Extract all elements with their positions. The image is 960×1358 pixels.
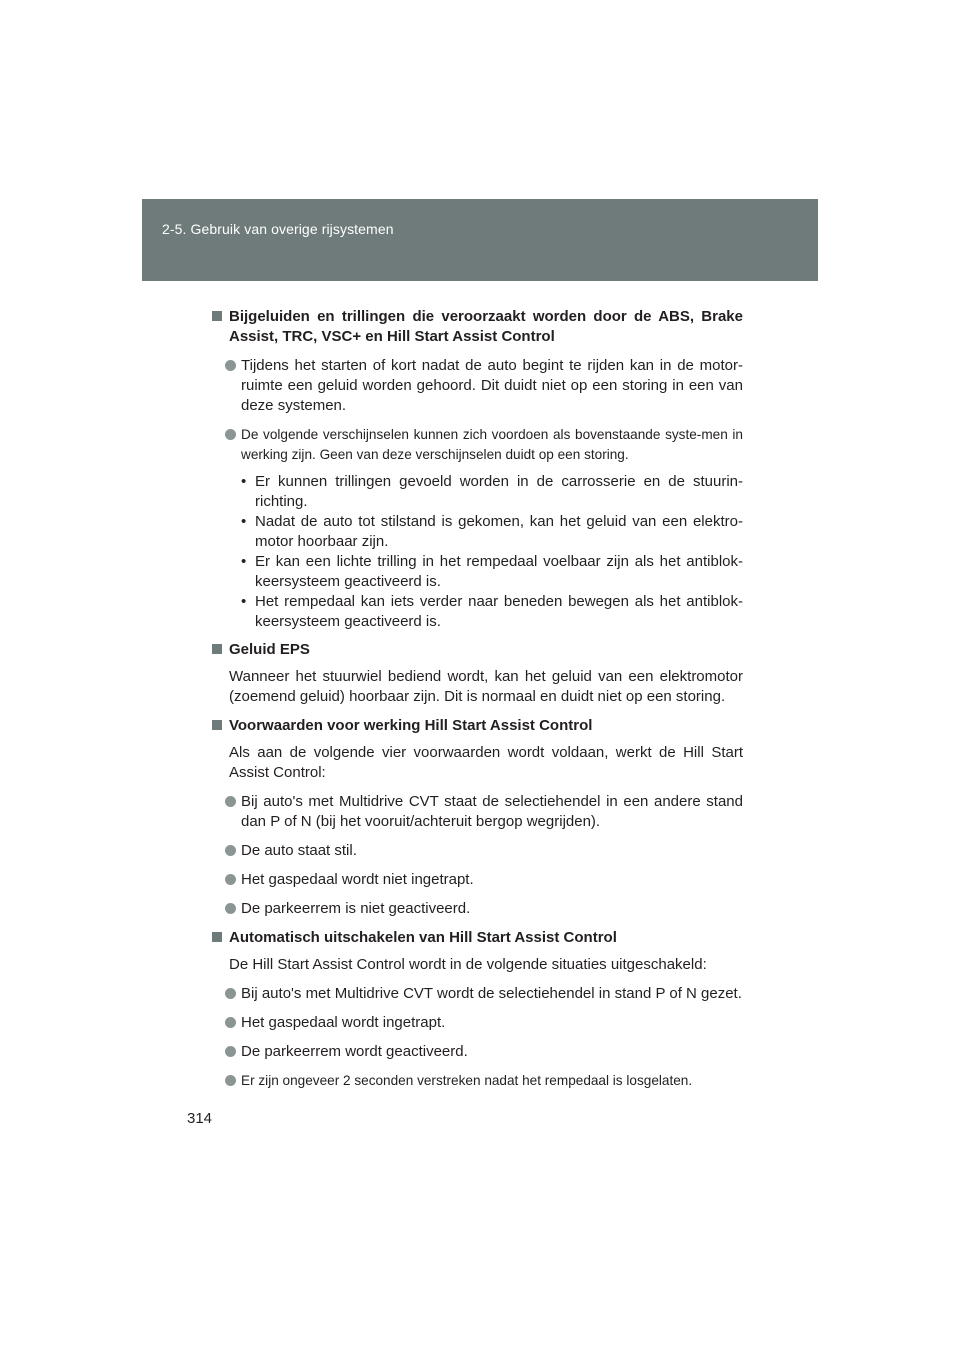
chapter-header-bar (142, 199, 818, 281)
list-item: Bij auto's met Multidrive CVT staat de selectiehendel in een andere stand dan P of N (bij het vooruit/achteruit bergop wegrijden). (212, 792, 743, 832)
circle-bullet-icon (225, 429, 236, 440)
circle-bullet-icon (225, 845, 236, 856)
circle-bullet-icon (225, 1075, 236, 1086)
sub-list (212, 472, 743, 632)
square-bullet-icon (212, 932, 222, 942)
circle-bullet-icon (225, 1017, 236, 1028)
section-heading-hsa-conditions: Voorwaarden voor werking Hill Start Assist Control (212, 716, 743, 736)
list-item: De volgende verschijnselen kunnen zich voordoen als bovenstaande syste-men in werking zijn. Geen van deze verschijnselen duidt op een storing. (212, 425, 743, 465)
circle-bullet-icon (225, 796, 236, 807)
chapter-title: 2-5. Gebruik van overige rijsystemen (162, 221, 394, 237)
page-number: 314 (187, 1110, 213, 1127)
section-heading-noise-vibration: Bijgeluiden en trillingen die veroorzaakt worden door de ABS, Brake Assist, TRC, VSC+ en Hill Start Assist Control (212, 307, 743, 347)
sub-list-item: • Er kan een lichte trilling in het rempedaal voelbaar zijn als het antiblok-keersysteem geactiveerd is. (241, 553, 743, 590)
sub-list-item: • Er kunnen trillingen gevoeld worden in de carrosserie en de stuurin-richting. (241, 473, 743, 510)
section-heading-eps: Geluid EPS (212, 640, 743, 660)
list-item: De parkeerrem wordt geactiveerd. (212, 1042, 743, 1062)
circle-bullet-icon (225, 903, 236, 914)
list-item: Bij auto's met Multidrive CVT wordt de selectiehendel in stand P of N gezet. (212, 984, 743, 1004)
sub-list-item: • Nadat de auto tot stilstand is gekomen, kan het geluid van een elektro-motor hoorbaar zijn. (241, 513, 743, 550)
list-item: De parkeerrem is niet geactiveerd. (212, 899, 743, 919)
sub-list-item: • Het rempedaal kan iets verder naar beneden bewegen als het antiblok-keersysteem geactiveerd is. (241, 593, 743, 630)
list-item: Het gaspedaal wordt niet ingetrapt. (212, 870, 743, 890)
paragraph: Wanneer het stuurwiel bediend wordt, kan het geluid van een elektromotor (zoemend geluid) hoorbaar zijn. Dit is normaal en duidt niet op een storing. (229, 668, 743, 705)
list-item: De auto staat stil. (212, 841, 743, 861)
small-bullet-icon: • (241, 553, 247, 570)
circle-bullet-icon (225, 874, 236, 885)
circle-bullet-icon (225, 360, 236, 371)
square-bullet-icon (212, 720, 222, 730)
section-heading-hsa-disable: Automatisch uitschakelen van Hill Start Assist Control (212, 928, 743, 948)
paragraph: Als aan de volgende vier voorwaarden wordt voldaan, werkt de Hill Start Assist Control: (229, 744, 743, 781)
circle-bullet-icon (225, 1046, 236, 1057)
small-bullet-icon: • (241, 473, 247, 490)
small-bullet-icon: • (241, 593, 247, 610)
square-bullet-icon (212, 311, 222, 321)
paragraph: De Hill Start Assist Control wordt in de volgende situaties uitgeschakeld: (229, 956, 707, 973)
circle-bullet-icon (225, 988, 236, 999)
square-bullet-icon (212, 644, 222, 654)
small-bullet-icon: • (241, 513, 247, 530)
list-item: Het gaspedaal wordt ingetrapt. (212, 1013, 743, 1033)
list-item: Tijdens het starten of kort nadat de auto begint te rijden kan in de motor-ruimte een geluid worden gehoord. Dit duidt niet op een storing in een van deze systemen. (212, 356, 743, 416)
page-content (212, 307, 743, 1100)
list-item: Er zijn ongeveer 2 seconden verstreken nadat het rempedaal is losgelaten. (212, 1071, 743, 1091)
